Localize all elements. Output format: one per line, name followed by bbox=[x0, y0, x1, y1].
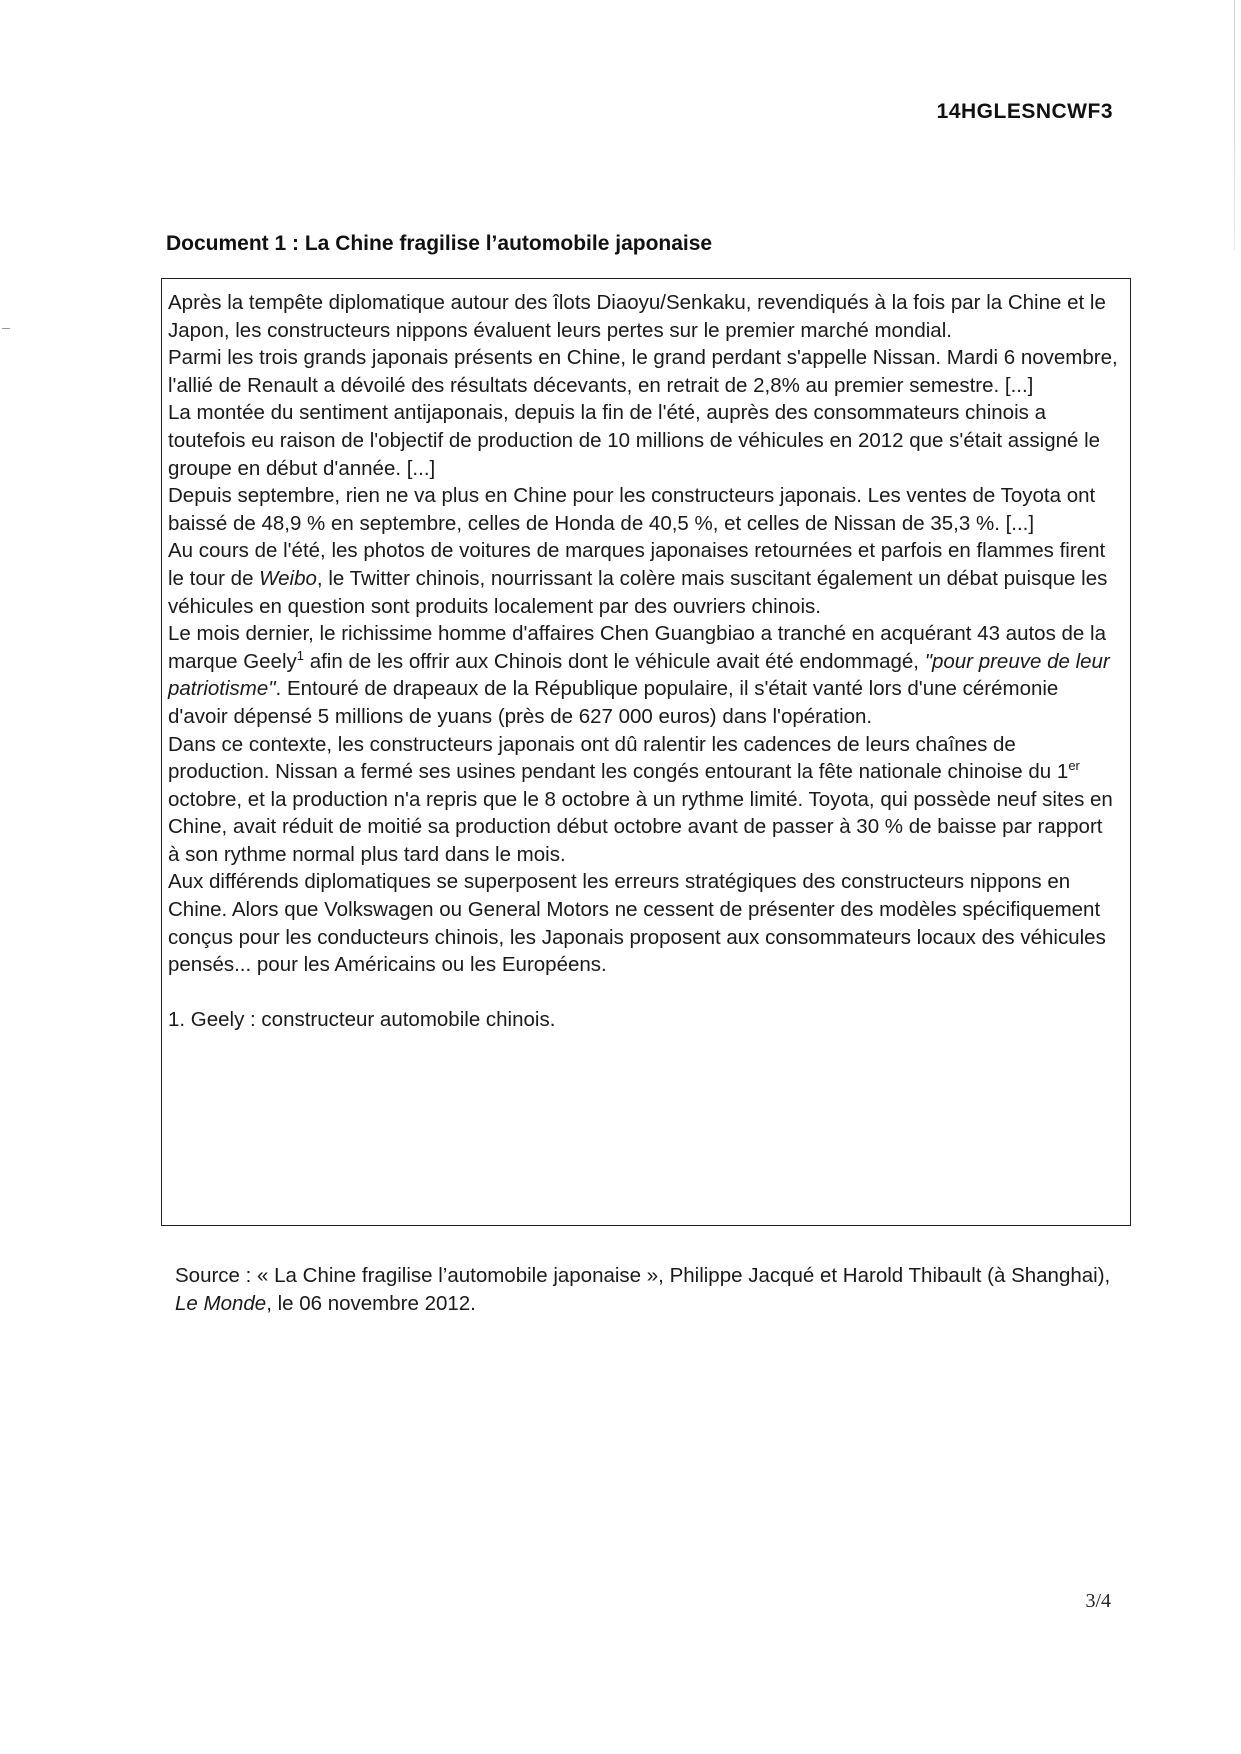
page-number: 3/4 bbox=[1085, 1590, 1111, 1612]
italic-text: Weibo bbox=[259, 566, 317, 590]
text-segment: Source : « La Chine fragilise l’automobile japonaise », Philippe Jacqué et Harold Thibault (à Shanghai), bbox=[175, 1264, 1111, 1287]
text-segment: . Entouré de drapeaux de la République populaire, il s'était vanté lors d'une cérémonie d'avoir dépensé 5 millions de yuans (près de 627 000 euros) dans l'opération. bbox=[168, 677, 1059, 728]
italic-quote: "pour preuve de leur patriotisme" bbox=[168, 649, 1110, 701]
source-citation bbox=[175, 1262, 1135, 1317]
exam-code: 14HGLESNCWF3 bbox=[936, 100, 1113, 123]
text-segment: , le Twitter chinois, nourrissant la colère mais suscitant également un débat puisque les véhicules en question sont produits localement par des ouvriers chinois. bbox=[168, 566, 1108, 618]
scan-edge-mark bbox=[1234, 0, 1235, 250]
scan-edge-mark bbox=[2, 328, 10, 329]
text-segment: Au cours de l'été, les photos de voitures de marques japonaises retournées et parfois en flammes firent le tour de bbox=[168, 539, 1106, 590]
footnote-reference: 1 bbox=[296, 647, 304, 663]
document-title: Document 1 : La Chine fragilise l’automobile japonaise bbox=[166, 232, 713, 255]
paragraph: Parmi les trois grands japonais présents en Chine, le grand perdant s'appelle Nissan. Mardi 6 novembre, l'allié de Renault a dévoilé des résultats décevants, en retrait de 2,8% au premier semestre. [...] bbox=[168, 346, 1118, 397]
paragraph bbox=[168, 731, 1118, 869]
paragraph: La montée du sentiment antijaponais, depuis la fin de l'été, auprès des consommateurs chinois a toutefois eu raison de l'objectif de production de 10 millions de véhicules en 2012 que s'était assigné le groupe en début d'année. [...] bbox=[168, 401, 1101, 480]
paragraph bbox=[168, 620, 1118, 730]
journal-name: Le Monde bbox=[175, 1291, 267, 1315]
paragraph bbox=[168, 537, 1118, 620]
paragraph: Aux différends diplomatiques se superposent les erreurs stratégiques des constructeurs nippons en Chine. Alors que Volkswagen ou General Motors ne cessent de présenter des modèles spécifiquement conçus pour les conducteurs chinois, les Japonais proposent aux consommateurs locaux des véhicules pensés... pour les Américains ou les Européens. bbox=[168, 870, 1106, 977]
ordinal-superscript: er bbox=[1068, 758, 1080, 774]
text-segment: afin de les offrir aux Chinois dont le véhicule avait été endommagé, bbox=[304, 649, 925, 673]
text-segment: Dans ce contexte, les constructeurs japonais ont dû ralentir les cadences de leurs chaînes de production. Nissan a fermé ses usines pendant les congés entourant la fête nationale chinoise du 1 bbox=[168, 732, 1069, 784]
text-segment: Le mois dernier, le richissime homme d'affaires Chen Guangbiao a tranché en acquérant 43 autos de la marque Geely bbox=[168, 622, 1106, 673]
text-segment: , le 06 novembre 2012. bbox=[266, 1291, 476, 1315]
document-text-box bbox=[161, 278, 1131, 1226]
paragraph: Après la tempête diplomatique autour des îlots Diaoyu/Senkaku, revendiqués à la fois par la Chine et le Japon, les constructeurs nippons évaluent leurs pertes sur le premier marché mondial. bbox=[168, 291, 1106, 342]
footnote: 1. Geely : constructeur automobile chinois. bbox=[168, 1008, 556, 1032]
text-segment: octobre, et la production n'a repris que le 8 octobre à un rythme limité. Toyota, qui possède neuf sites en Chine, avait réduit de moitié sa production début octobre avant de passer à 30 % de baisse par rapport à son rythme normal plus tard dans le mois. bbox=[168, 787, 1113, 866]
paragraph: Depuis septembre, rien ne va plus en Chine pour les constructeurs japonais. Les ventes de Toyota ont baissé de 48,9 % en septembre, celles de Honda de 40,5 %, et celles de Nissan de 35,3 %. [...] bbox=[168, 484, 1096, 535]
